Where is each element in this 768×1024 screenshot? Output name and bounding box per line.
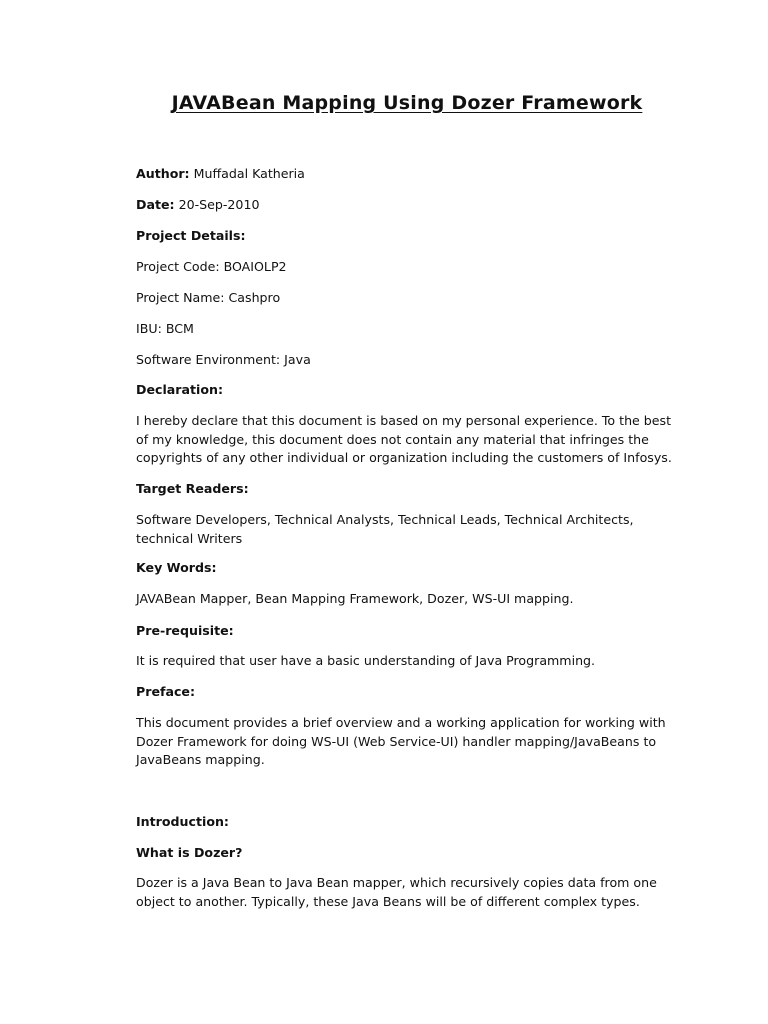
what-is-dozer-line: Dozer is a Java Bean to Java Bean mapper, which recursively copies data from one: [136, 875, 657, 890]
author-value: Muffadal Katheria: [189, 166, 305, 181]
date-label: Date:: [136, 197, 175, 212]
date-value: 20-Sep-2010: [174, 197, 260, 212]
software-environment: Software Environment: Java: [136, 352, 311, 367]
project-details-heading: Project Details:: [136, 228, 246, 243]
preface-line: This document provides a brief overview and a working application for working with: [136, 715, 666, 730]
author-line: [136, 165, 305, 184]
project-name: Project Name: Cashpro: [136, 290, 281, 305]
prerequisite-text: It is required that user have a basic understanding of Java Programming.: [136, 653, 596, 668]
key-words-text: JAVABean Mapper, Bean Mapping Framework, Dozer, WS-UI mapping.: [136, 591, 574, 606]
document-title: JAVABean Mapping Using Dozer Framework: [171, 92, 643, 114]
preface-line: JavaBeans mapping.: [136, 752, 265, 767]
preface-paragraph: [136, 714, 696, 770]
what-is-dozer-line: object to another. Typically, these Java Beans will be of different complex types.: [136, 893, 640, 909]
target-readers-heading: Target Readers:: [136, 481, 249, 496]
ibu-line: IBU: BCM: [136, 321, 194, 336]
project-code: Project Code: BOAIOLP2: [136, 259, 287, 274]
key-words-heading: Key Words:: [136, 560, 217, 575]
declaration-paragraph: [136, 412, 696, 468]
what-is-dozer-paragraph: [136, 874, 696, 911]
preface-heading: Preface:: [136, 684, 196, 699]
target-readers-line: Software Developers, Technical Analysts, Technical Leads, Technical Architects,: [136, 512, 634, 527]
declaration-line: I hereby declare that this document is based on my personal experience. To the best: [136, 413, 672, 428]
declaration-line: copyrights of any other individual or organization including the customers of Infosys.: [136, 450, 672, 465]
preface-line: Dozer Framework for doing WS-UI (Web Service-UI) handler mapping/JavaBeans to: [136, 733, 657, 749]
introduction-heading: Introduction:: [136, 814, 229, 829]
date-line: [136, 196, 259, 215]
author-label: Author:: [136, 166, 190, 181]
target-readers-paragraph: [136, 511, 696, 548]
what-is-dozer-heading: What is Dozer?: [136, 845, 243, 860]
target-readers-line: technical Writers: [136, 530, 243, 546]
prerequisite-heading: Pre-requisite:: [136, 623, 234, 638]
declaration-line: of my knowledge, this document does not contain any material that infringes the: [136, 431, 649, 447]
declaration-heading: Declaration:: [136, 382, 223, 397]
